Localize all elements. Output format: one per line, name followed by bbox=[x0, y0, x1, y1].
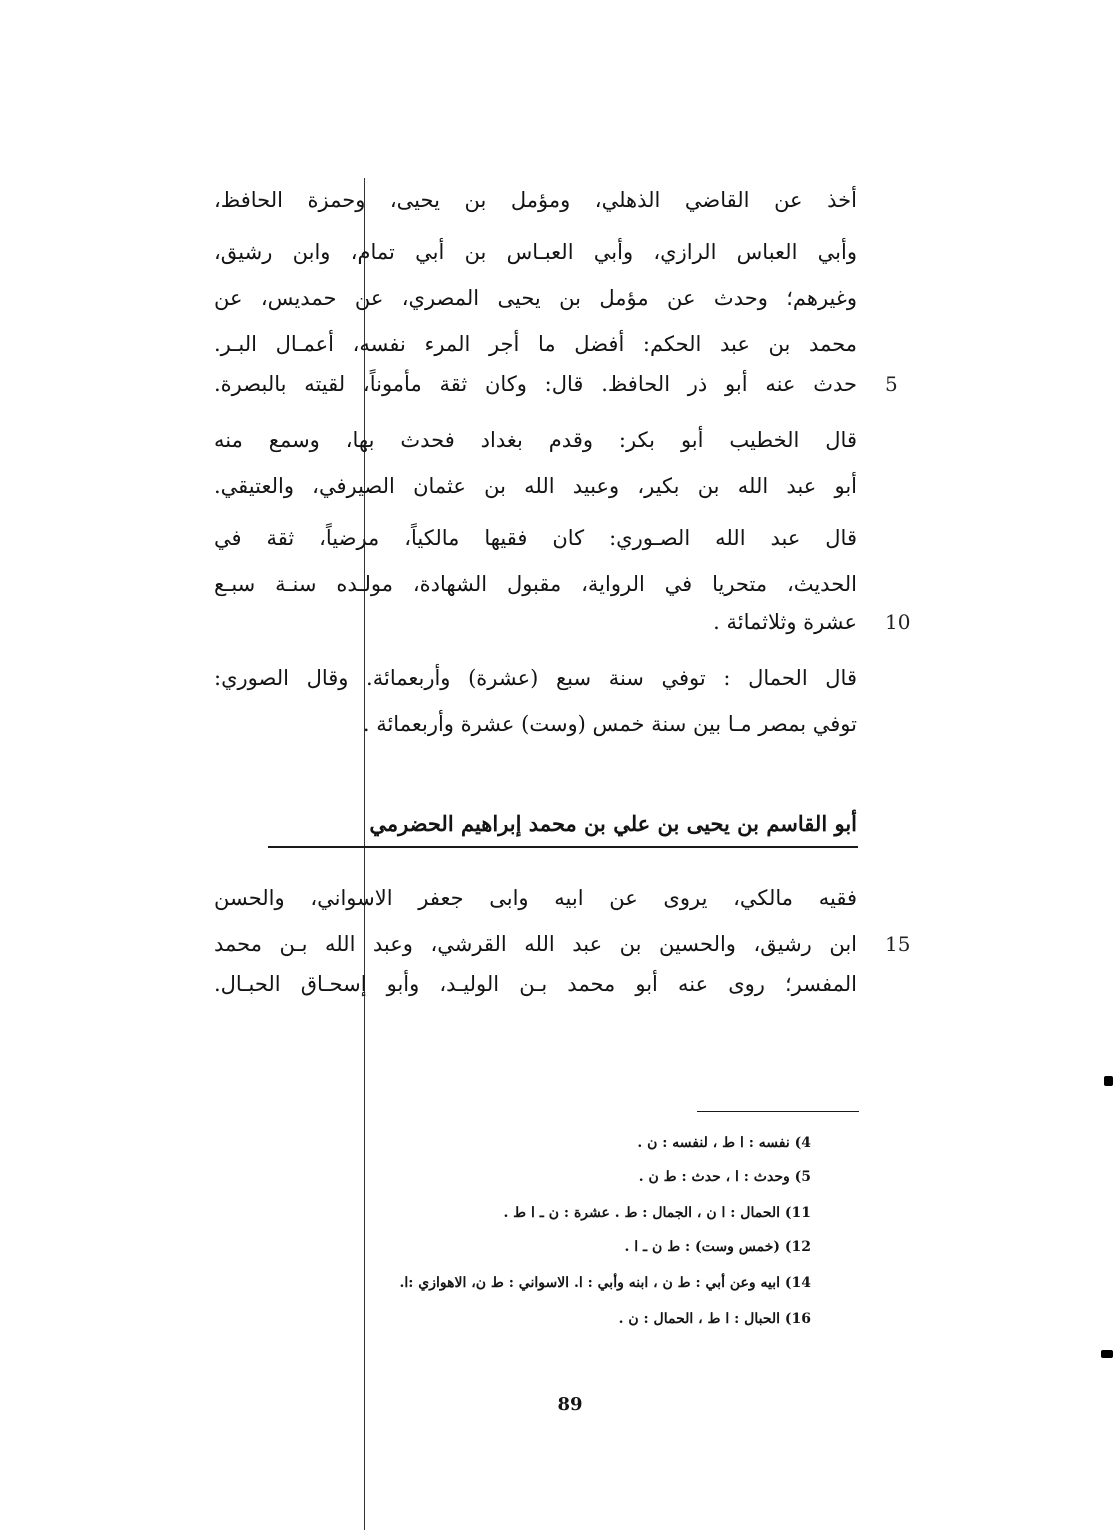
body-line: المفسر؛ روى عنه أبو محمد بـن الوليـد، وأبو إسحـاق الحبـال. bbox=[214, 972, 857, 996]
body-line: محمد بن عبد الحكم: أفضل ما أجر المرء نفسه، أعمـال البـر. bbox=[214, 332, 857, 356]
footnote: 4) نفسه : ا ط ، لنفسه : ن . bbox=[637, 1135, 811, 1151]
body-line: فقيه مالكي، يروى عن ابيه وابى جعفر الاسواني، والحسن bbox=[214, 886, 857, 910]
scan-edge-mark bbox=[1104, 1076, 1113, 1086]
body-line: وأبي العباس الرازي، وأبي العبـاس بن أبي تمام، وابن رشيق، bbox=[214, 240, 857, 264]
body-line: الحديث، متحريا في الرواية، مقبول الشهادة، مولـده سنـة سبـع bbox=[214, 572, 857, 596]
footnote: 11) الحمال : ا ن ، الجمال : ط . عشرة : ن ـ ا ط . bbox=[503, 1205, 811, 1221]
body-line: حدث عنه أبو ذر الحافظ. قال: وكان ثقة مأموناً، لقيته بالبصرة. bbox=[214, 372, 857, 396]
body-line: أبو عبد الله بن بكير، وعبيد الله بن عثمان الصيرفي، والعتيقي. bbox=[214, 474, 857, 498]
footnote-separator bbox=[697, 1111, 859, 1112]
footnote: 5) وحدث : ا ، حدث : ط ن . bbox=[638, 1169, 811, 1185]
body-line: قال عبد الله الصـوري: كان فقيها مالكياً، مرضياً، ثقة في bbox=[214, 526, 857, 550]
body-line: قال الخطيب أبو بكر: وقدم بغداد فحدث بها، وسمع منه bbox=[214, 428, 857, 452]
footnote: 14) ابيه وعن أبي : ط ن ، ابنه وأبي : ا. الاسواني : ط ن، الاهوازي :ا. bbox=[399, 1275, 811, 1291]
footnote: 12) (خمس وست) : ط ن ـ ا . bbox=[624, 1239, 811, 1255]
body-line: توفي بمصر مـا بين سنة خمس (وست) عشرة وأربعمائة . bbox=[362, 712, 857, 736]
body-line: قال الحمال : توفي سنة سبع (عشرة) وأربعمائة. وقال الصوري: bbox=[214, 666, 857, 690]
line-number: 15 bbox=[885, 932, 911, 956]
line-number: 5 bbox=[885, 372, 898, 396]
scan-edge-mark bbox=[1101, 1350, 1113, 1358]
page-number: 89 bbox=[557, 1394, 583, 1415]
heading-underline bbox=[268, 846, 858, 848]
section-heading: أبو القاسم بن يحيى بن علي بن محمد إبراهيم الحضرمي bbox=[369, 811, 857, 836]
body-line: ابن رشيق، والحسين بن عبد الله القرشي، وعبد الله بـن محمد bbox=[214, 932, 857, 956]
body-line: عشرة وثلاثمائة . bbox=[713, 610, 857, 634]
body-line: أخذ عن القاضي الذهلي، ومؤمل بن يحيى، وحمزة الحافظ، bbox=[214, 188, 857, 212]
body-line: وغيرهم؛ وحدث عن مؤمل بن يحيى المصري، عن حمديس، عن bbox=[214, 286, 857, 310]
line-number: 10 bbox=[885, 610, 911, 634]
footnote: 16) الحبال : ا ط ، الحمال : ن . bbox=[618, 1311, 811, 1327]
